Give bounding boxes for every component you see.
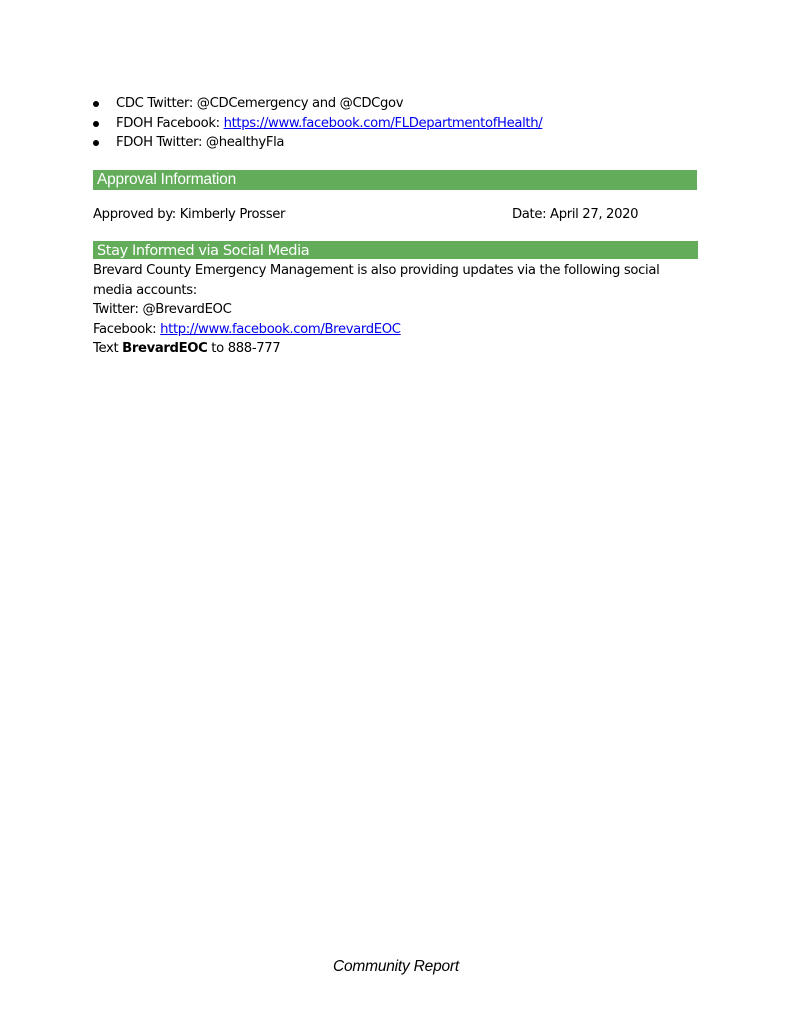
social-media-block bbox=[93, 261, 703, 359]
contact-bullet-list bbox=[93, 94, 542, 153]
social-facebook bbox=[93, 320, 703, 340]
bullet-fdoh-twitter bbox=[93, 133, 542, 153]
approval-heading: Approval Information bbox=[97, 171, 237, 188]
approved-by: Approved by: Kimberly Prosser bbox=[93, 207, 286, 222]
facebook-label: Facebook: bbox=[93, 321, 161, 337]
social-intro-line-2: media accounts: bbox=[93, 282, 197, 298]
social-text-alert bbox=[93, 339, 703, 359]
bullet-icon bbox=[93, 121, 99, 127]
approval-section-header bbox=[93, 170, 697, 190]
fdoh-facebook-link[interactable]: https://www.facebook.com/FLDepartmentofHealth/ bbox=[223, 115, 543, 131]
bullet-fdoh-facebook bbox=[93, 114, 542, 134]
bullet-icon bbox=[93, 101, 99, 107]
bullet-cdc-twitter bbox=[93, 94, 542, 114]
bullet-text: CDC Twitter: @CDCemergency and @CDCgov bbox=[116, 96, 404, 111]
text-prefix: Text bbox=[93, 341, 123, 356]
social-intro-line-1: Brevard County Emergency Management is also providing updates via the following social bbox=[93, 263, 660, 278]
bullet-text: FDOH Twitter: @healthyFla bbox=[116, 135, 285, 150]
social-twitter: Twitter: @BrevardEOC bbox=[93, 302, 232, 317]
text-keyword: BrevardEOC bbox=[122, 341, 208, 356]
bullet-icon bbox=[93, 140, 99, 146]
brevard-facebook-link[interactable]: http://www.facebook.com/BrevardEOC bbox=[160, 321, 401, 337]
social-heading: Stay Informed via Social Media bbox=[97, 243, 310, 259]
text-suffix: to 888-777 bbox=[207, 341, 281, 356]
social-section-header bbox=[93, 241, 698, 259]
approval-date: Date: April 27, 2020 bbox=[512, 207, 639, 222]
bullet-text: FDOH Facebook: bbox=[116, 115, 224, 131]
page-footer: Community Report bbox=[332, 958, 459, 975]
